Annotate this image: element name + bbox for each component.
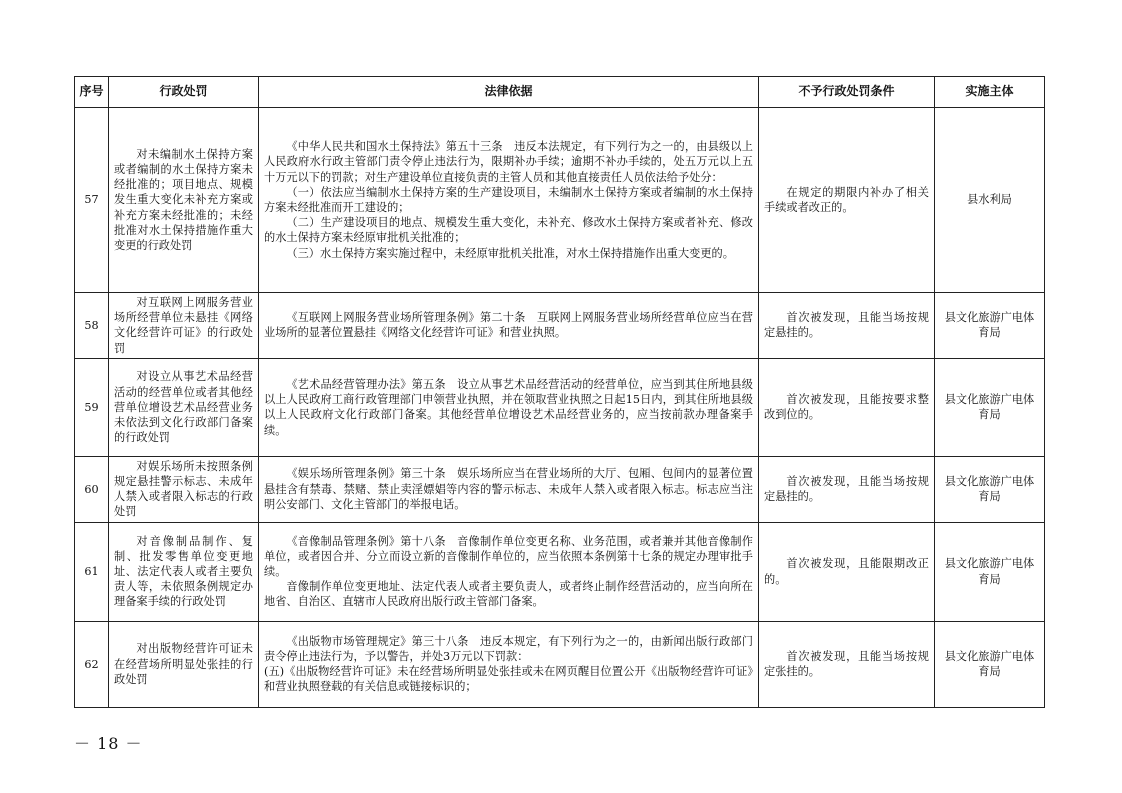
penalty-cell: 对设立从事艺术品经营活动的经营单位或者其他经营单位增设艺术品经营业务未依法到文化行政部门备案的行政处罚: [109, 358, 259, 456]
penalty-cell: 对未编制水土保持方案或者编制的水土保持方案未经批准的；项目地点、规模发生重大变化未补充方案或补充方案未经批准的；未经批准对水土保持措施作重大变更的行政处罚: [109, 108, 259, 293]
legal-paragraph: 《中华人民共和国水土保持法》第五十三条 违反本法规定，有下列行为之一的，由县级以上人民政府水行政主管部门责令停止违法行为，限期补办手续；逾期不补办手续的，处五万元以上五十万元以下的罚款；对生产建设单位直接负责的主管人员和其他直接责任人员依法给予处分：: [264, 140, 753, 184]
exemption-cell: 首次被发现，且能按要求整改到位的。: [759, 358, 935, 456]
header-authority: 实施主体: [935, 77, 1045, 108]
legal-basis-cell: [259, 456, 759, 522]
header-exemption: 不予行政处罚条件: [759, 77, 935, 108]
row-number: 59: [75, 358, 109, 456]
legal-basis-cell: [259, 358, 759, 456]
legal-basis-cell: [259, 108, 759, 293]
exemption-cell: 首次被发现，且能当场按规定悬挂的。: [759, 293, 935, 359]
authority-cell: 县文化旅游广电体育局: [935, 358, 1045, 456]
table-row: [75, 456, 1045, 522]
table-row: [75, 522, 1045, 621]
legal-basis-cell: [259, 293, 759, 359]
penalty-table: [74, 76, 1045, 708]
table-row: [75, 108, 1045, 293]
row-number: 57: [75, 108, 109, 293]
row-number: 61: [75, 522, 109, 621]
authority-cell: 县文化旅游广电体育局: [935, 293, 1045, 359]
legal-basis-cell: [259, 621, 759, 707]
legal-paragraph: 《互联网上网服务营业场所管理条例》第二十条 互联网上网服务营业场所经营单位应当在营业场所的显著位置悬挂《网络文化经营许可证》和营业执照。: [264, 311, 753, 340]
legal-paragraph: （二）生产建设项目的地点、规模发生重大变化，未补充、修改水土保持方案或者补充、修改的水土保持方案未经原审批机关批准的；: [264, 216, 753, 245]
authority-cell: 县文化旅游广电体育局: [935, 456, 1045, 522]
penalty-cell: 对音像制品制作、复制、批发零售单位变更地址、法定代表人或者主要负责人等，未依照条例规定办理备案手续的行政处罚: [109, 522, 259, 621]
legal-paragraph: （一）依法应当编制水土保持方案的生产建设项目，未编制水土保持方案或者编制的水土保持方案未经批准而开工建设的；: [264, 185, 753, 214]
authority-cell: 县文化旅游广电体育局: [935, 522, 1045, 621]
legal-paragraph: 音像制作单位变更地址、法定代表人或者主要负责人，或者终止制作经营活动的，应当向所在地省、自治区、直辖市人民政府出版行政主管部门备案。: [264, 580, 753, 609]
penalty-cell: 对互联网上网服务营业场所经营单位未悬挂《网络文化经营许可证》的行政处罚: [109, 293, 259, 359]
page-number: － 18 －: [74, 734, 143, 753]
authority-cell: 县水利局: [935, 108, 1045, 293]
exemption-cell: 首次被发现，且能当场按规定悬挂的。: [759, 456, 935, 522]
legal-basis-cell: [259, 522, 759, 621]
row-number: 58: [75, 293, 109, 359]
authority-cell: 县文化旅游广电体育局: [935, 621, 1045, 707]
header-legal-basis: 法律依据: [259, 77, 759, 108]
legal-paragraph: (五)《出版物经营许可证》未在经营场所明显处张挂或未在网页醒目位置公开《出版物经营许可证》和营业执照登载的有关信息或链接标识的；: [264, 665, 753, 694]
table-row: [75, 621, 1045, 707]
legal-paragraph: 《艺术品经营管理办法》第五条 设立从事艺术品经营活动的经营单位，应当到其住所地县级以上人民政府工商行政管理部门申领营业执照，并在领取营业执照之日起15日内，到其住所地县级以上人民政府文化行政部门备案。其他经营单位增设艺术品经营业务的，应当按前款办理备案手续。: [264, 377, 753, 437]
row-number: 62: [75, 621, 109, 707]
legal-paragraph: 《娱乐场所管理条例》第三十条 娱乐场所应当在营业场所的大厅、包厢、包间内的显著位置悬挂含有禁毒、禁赌、禁止卖淫嫖娼等内容的警示标志、未成年人禁入或者限入标志。标志应当注明公安部门、文化主管部门的举报电话。: [264, 467, 753, 511]
legal-paragraph: 《出版物市场管理规定》第三十八条 违反本规定，有下列行为之一的，由新闻出版行政部门责令停止违法行为，予以警告，并处3万元以下罚款：: [264, 634, 753, 663]
table-row: [75, 358, 1045, 456]
exemption-cell: 在规定的期限内补办了相关手续或者改正的。: [759, 108, 935, 293]
table-header-row: [75, 77, 1045, 108]
legal-paragraph: 《音像制品管理条例》第十八条 音像制作单位变更名称、业务范围，或者兼并其他音像制作单位，或者因合并、分立而设立新的音像制作单位的，应当依照本条例第十七条的规定办理审批手续。: [264, 534, 753, 579]
header-penalty: 行政处罚: [109, 77, 259, 108]
row-number: 60: [75, 456, 109, 522]
table-row: [75, 293, 1045, 359]
penalty-cell: 对娱乐场所未按照条例规定悬挂警示标志、未成年人禁入或者限入标志的行政处罚: [109, 456, 259, 522]
legal-paragraph: （三）水土保持方案实施过程中，未经原审批机关批准，对水土保持措施作出重大变更的。: [286, 246, 734, 260]
exemption-cell: 首次被发现，且能当场按规定张挂的。: [759, 621, 935, 707]
exemption-cell: 首次被发现，且能限期改正的。: [759, 522, 935, 621]
penalty-cell: 对出版物经营许可证未在经营场所明显处张挂的行政处罚: [109, 621, 259, 707]
header-no: 序号: [75, 77, 109, 108]
